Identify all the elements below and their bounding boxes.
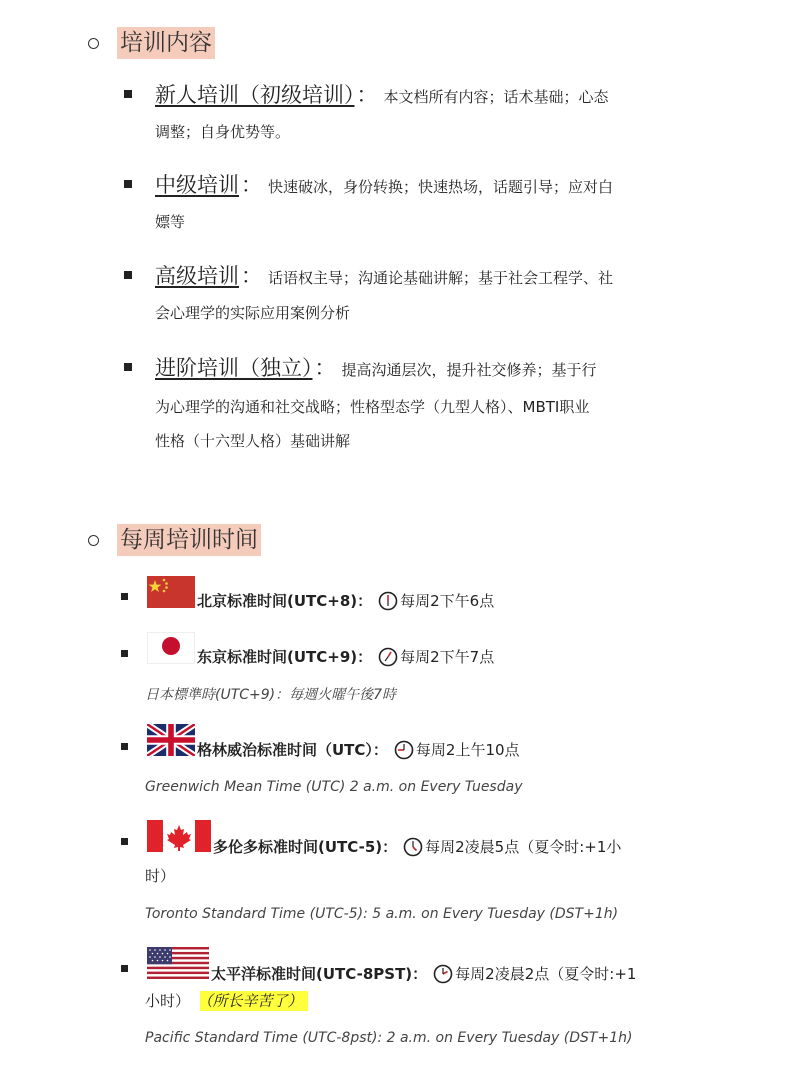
timezone-time: 每周2下午6点 [400,592,495,610]
square-bullet-icon [121,650,128,657]
timezone-row [147,941,636,984]
timezone-row [147,572,494,611]
section-title: 培训内容 [117,27,215,59]
section-heading-schedule [88,524,261,556]
list-item [155,348,700,458]
clock-icon [403,837,423,857]
item-text: 性格（十六型人格）基础讲解 [155,432,351,450]
section-title: 每周培训时间 [117,524,261,556]
section-heading-training [88,27,215,59]
square-bullet-icon [124,90,132,98]
item-text: 调整；自身优势等。 [155,123,291,141]
item-text: 话语权主导；沟通论基础讲解；基于社会工程学、社 [268,269,614,287]
highlighted-remark: （所长辛苦了） [200,991,308,1011]
timezone-time: 每周2上午10点 [415,741,520,759]
item-text: 为心理学的沟通和社交战略；性格型态学（九型人格）、MBTI职业 [155,398,590,416]
item-text: 本文档所有内容；话术基础；心态 [383,88,609,106]
item-text: 嫖等 [155,213,186,231]
square-bullet-icon [121,593,128,600]
timezone-label: 格林威治标准时间（UTC）： [197,741,388,759]
list-item [155,165,700,235]
circle-bullet-icon [88,38,99,49]
item-heading: 新人培训（初级培训） [155,83,355,107]
item-colon: ： [241,173,262,197]
timezone-time-continued-row [145,990,308,1011]
item-colon: ： [241,264,262,288]
item-text: 会心理学的实际应用案例分析 [155,304,351,322]
item-colon: ： [356,83,378,107]
uk-flag-icon [147,724,195,756]
timezone-time: 每周2凌晨5点（夏令时:+1小 [425,838,622,856]
square-bullet-icon [124,180,132,188]
japan-flag-icon [147,632,195,664]
translation-note: Pacific Standard Time (UTC-8pst): 2 a.m. on Every Tuesday (DST+1h) [145,1030,633,1046]
translation-note: Greenwich Mean Time (UTC) 2 a.m. on Every Tuesday [145,779,523,795]
timezone-row [147,628,494,667]
list-item [155,256,700,326]
item-heading: 进阶培训（独立） [155,356,313,380]
timezone-time: 每周2凌晨2点（夏令时:+1 [455,965,637,983]
timezone-label: 多伦多标准时间(UTC-5)： [213,838,398,856]
item-text: 提高沟通层次，提升社交修养；基于行 [341,361,597,379]
china-flag-icon [147,576,195,608]
square-bullet-icon [124,271,132,279]
clock-icon [433,964,453,984]
timezone-row [147,814,621,857]
square-bullet-icon [121,838,128,845]
clock-icon [394,740,414,760]
timezone-label: 东京标准时间(UTC+9)： [197,648,373,666]
clock-icon [378,591,398,611]
timezone-label: 北京标准时间(UTC+8)： [197,592,373,610]
clock-icon [378,647,398,667]
timezone-label: 太平洋标准时间(UTC-8PST)： [211,965,428,983]
item-colon: ： [314,356,336,380]
circle-bullet-icon [88,535,99,546]
list-item [155,75,700,145]
item-heading: 高级培训 [155,264,239,288]
translation-note: Toronto Standard Time (UTC-5): 5 a.m. on Every Tuesday (DST+1h) [145,906,619,922]
usa-flag-icon [147,947,209,979]
item-text: 快速破冰，身份转换；快速热场，话题引导；应对白 [268,178,614,196]
timezone-time-continued: 小时） [145,992,191,1010]
canada-flag-icon [147,820,211,852]
square-bullet-icon [124,363,132,371]
timezone-row [147,719,520,760]
timezone-time-continued: 时） [145,867,176,885]
square-bullet-icon [121,965,128,972]
timezone-time: 每周2下午7点 [400,648,495,666]
square-bullet-icon [121,743,128,750]
item-heading: 中级培训 [155,173,239,197]
translation-note: 日本標準時(UTC+9)：毎週火曜午後7時 [145,687,397,703]
